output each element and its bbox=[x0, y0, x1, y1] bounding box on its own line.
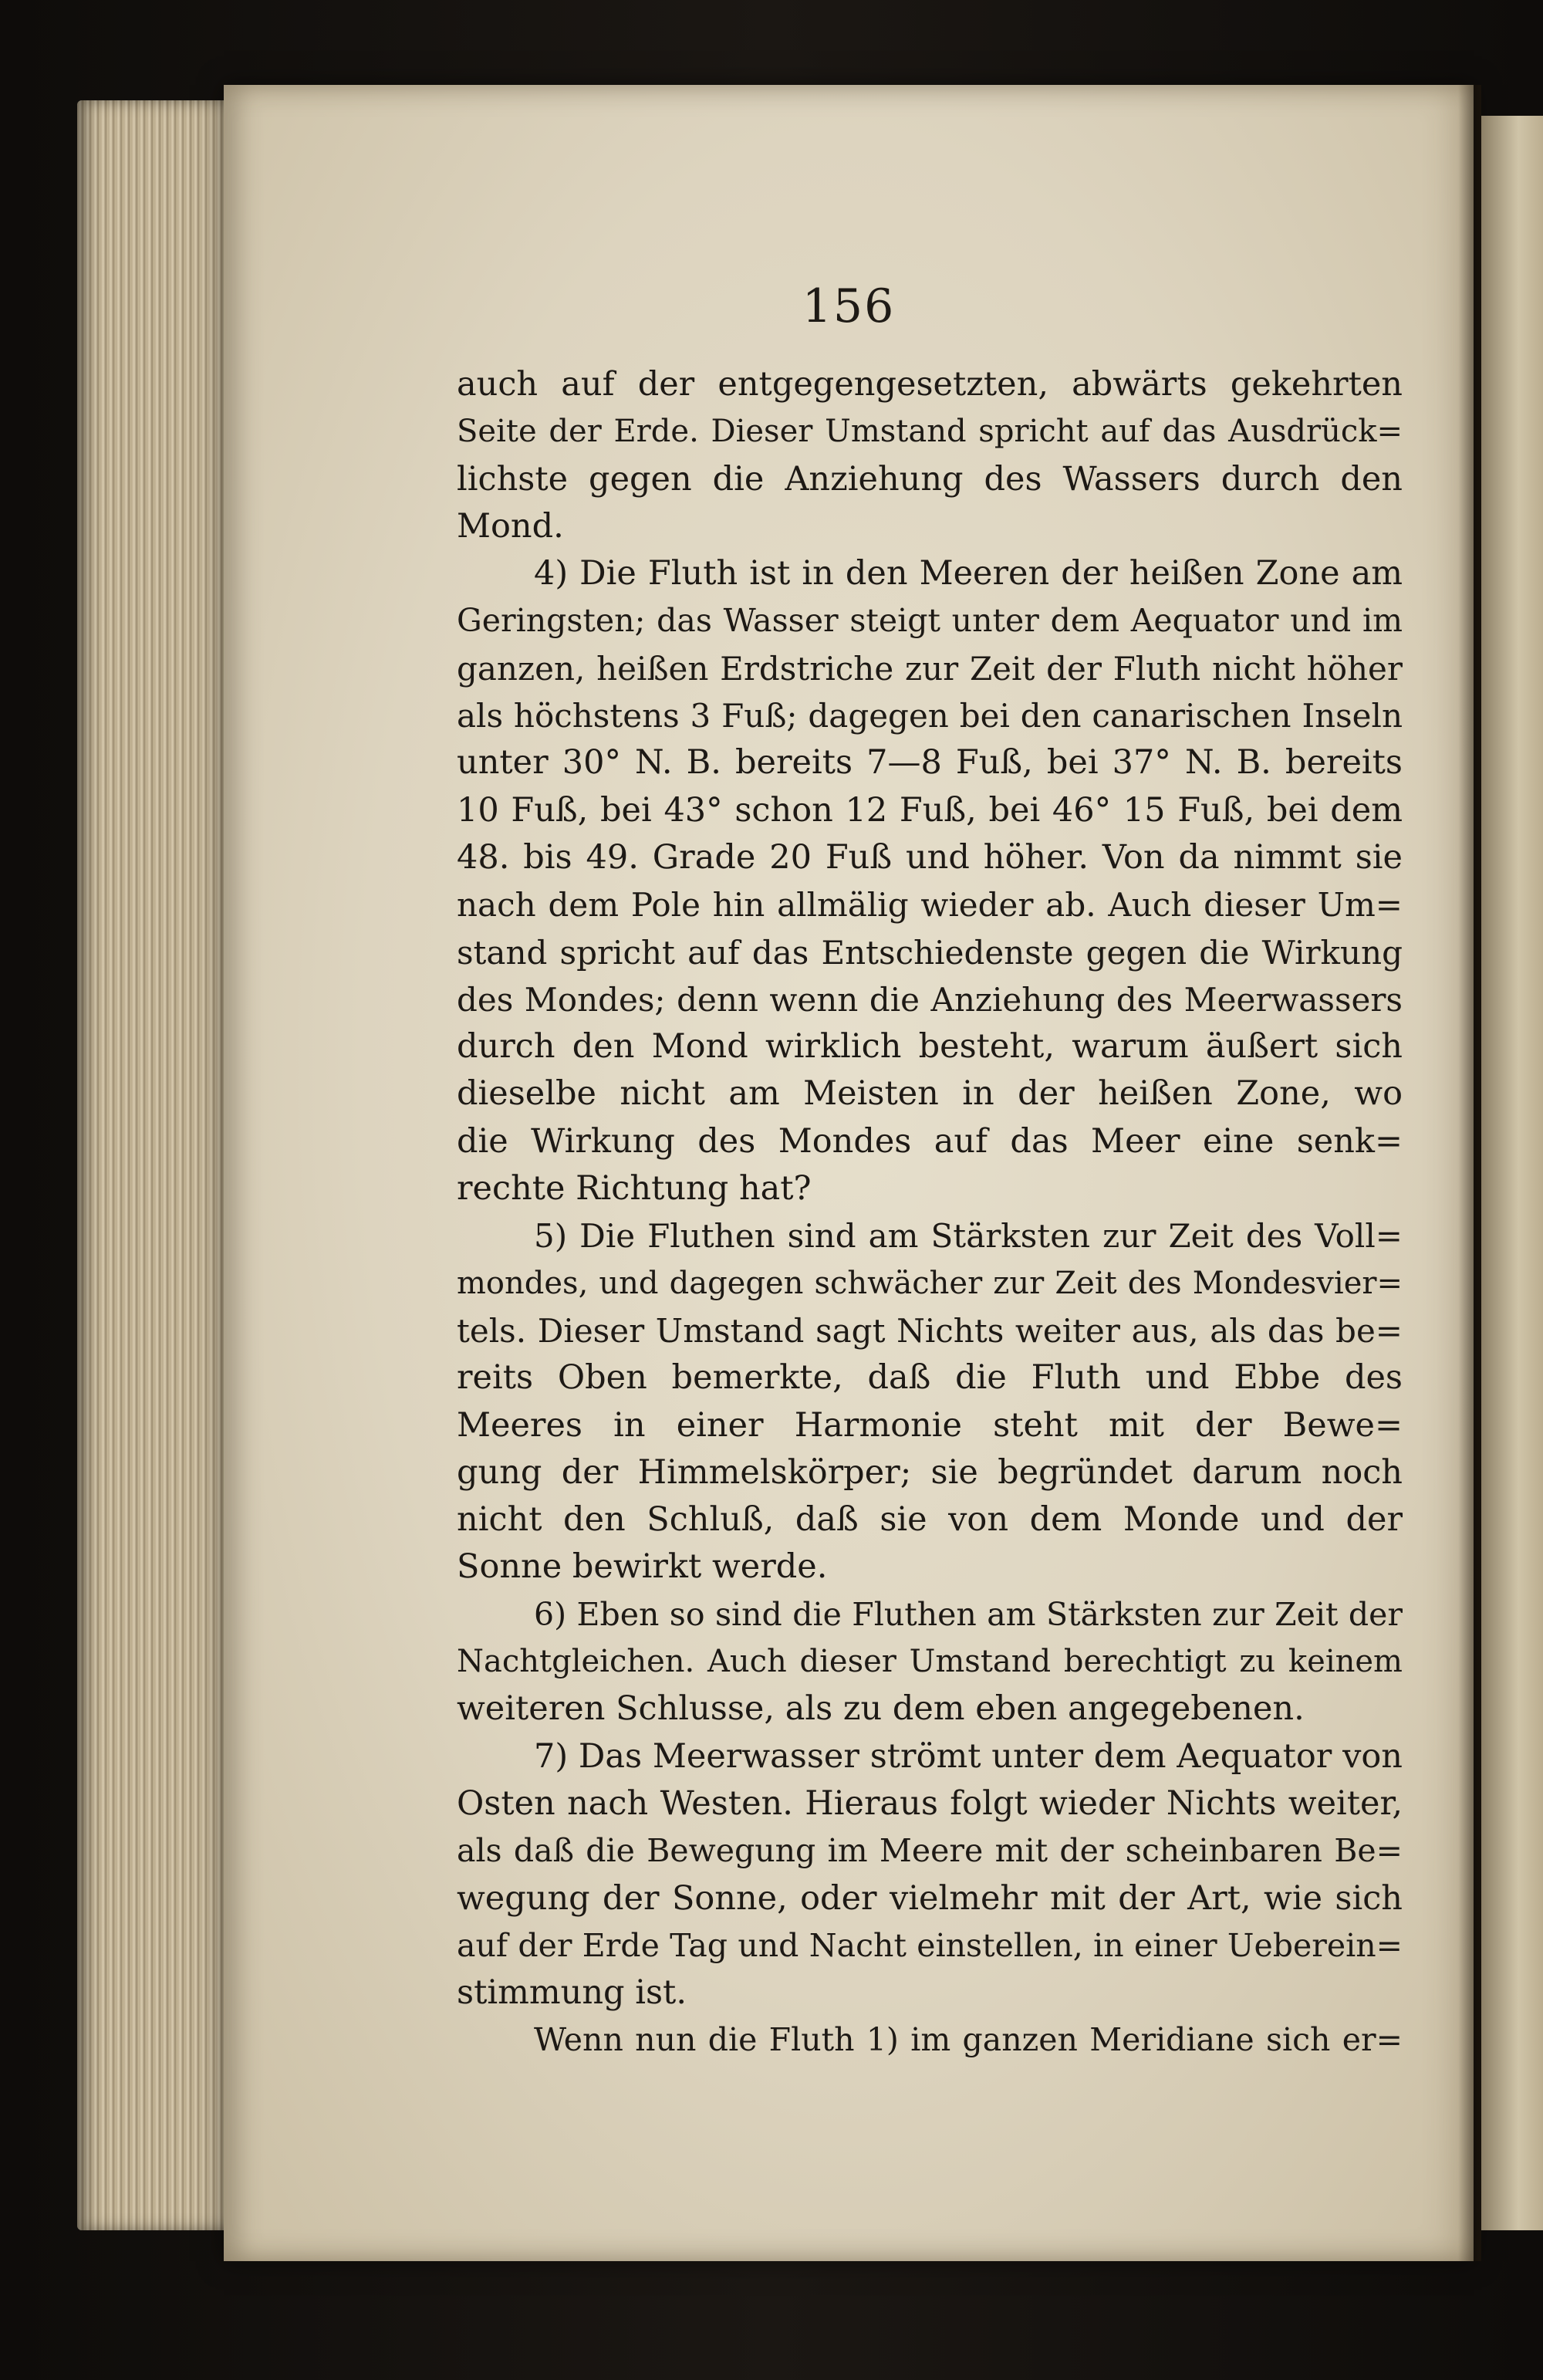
text-line: rechte Richtung hat? bbox=[457, 1169, 812, 1209]
text-line: als höchstens 3 Fuß; dagegen bei den canarischen Inseln bbox=[457, 697, 1403, 735]
text-line: reits Oben bemerkte, daß die Fluth und Ebbe des bbox=[457, 1358, 1403, 1398]
page-number: 156 bbox=[802, 279, 896, 333]
text-line: Seite der Erde. Dieser Umstand spricht auf das Ausdrück= bbox=[457, 414, 1403, 450]
facing-page-edge bbox=[1481, 116, 1543, 2230]
text-line: nach dem Pole hin allmälig wieder ab. Auch dieser Um= bbox=[457, 886, 1403, 925]
text-line: Geringsten; das Wasser steigt unter dem Aequator und im bbox=[457, 602, 1403, 640]
text-line: 7) Das Meerwasser strömt unter dem Aequator von bbox=[534, 1736, 1403, 1776]
text-line: auch auf der entgegengesetzten, abwärts gekehrten bbox=[457, 365, 1403, 404]
text-line: mondes, und dagegen schwächer zur Zeit des Mondesvier= bbox=[457, 1265, 1403, 1301]
text-line: 4) Die Fluth ist in den Meeren der heißen Zone am bbox=[534, 554, 1403, 593]
text-line: Wenn nun die Fluth 1) im ganzen Meridiane sich er= bbox=[534, 2021, 1403, 2059]
text-line: dieselbe nicht am Meisten in der heißen Zone, wo bbox=[457, 1074, 1403, 1114]
text-line: lichste gegen die Anziehung des Wassers durch den bbox=[457, 459, 1403, 499]
text-line: 5) Die Fluthen sind am Stärksten zur Zeit des Voll= bbox=[534, 1217, 1403, 1256]
text-line: 48. bis 49. Grade 20 Fuß und höher. Von da nimmt sie bbox=[457, 837, 1403, 877]
text-line: auf der Erde Tag und Nacht einstellen, in einer Ueberein= bbox=[457, 1926, 1403, 1964]
text-line: weiteren Schlusse, als zu dem eben angegebenen. bbox=[457, 1689, 1305, 1729]
text-line: Mond. bbox=[457, 506, 564, 546]
text-line: Sonne bewirkt werde. bbox=[457, 1547, 828, 1587]
text-line: 10 Fuß, bei 43° schon 12 Fuß, bei 46° 15 Fuß, bei dem bbox=[457, 790, 1403, 830]
text-body bbox=[457, 361, 1403, 2064]
gutter-shadow bbox=[1458, 85, 1481, 2261]
text-line: stand spricht auf das Entschiedenste gegen die Wirkung bbox=[457, 933, 1403, 972]
text-line: die Wirkung des Mondes auf das Meer eine senk= bbox=[457, 1121, 1403, 1161]
text-line: stimmung ist. bbox=[457, 1973, 687, 2013]
text-line: tels. Dieser Umstand sagt Nichts weiter aus, als das be= bbox=[457, 1311, 1403, 1350]
text-line: des Mondes; denn wenn die Anziehung des Meerwassers bbox=[457, 980, 1403, 1019]
text-line: durch den Mond wirklich besteht, warum äußert sich bbox=[457, 1027, 1403, 1067]
text-line: nicht den Schluß, daß sie von dem Monde und der bbox=[457, 1500, 1403, 1540]
text-line: gung der Himmelskörper; sie begründet darum noch bbox=[457, 1452, 1403, 1492]
text-line: wegung der Sonne, oder vielmehr mit der Art, wie sich bbox=[457, 1878, 1403, 1918]
text-line: Osten nach Westen. Hieraus folgt wieder Nichts weiter, bbox=[457, 1783, 1403, 1823]
text-line: als daß die Bewegung im Meere mit der scheinbaren Be= bbox=[457, 1832, 1403, 1870]
text-line: Nachtgleichen. Auch dieser Umstand berechtigt zu keinem bbox=[457, 1644, 1403, 1680]
text-line: 6) Eben so sind die Fluthen am Stärksten zur Zeit der bbox=[534, 1595, 1403, 1633]
text-line: Meeres in einer Harmonie steht mit der Bewe= bbox=[457, 1405, 1403, 1445]
text-line: ganzen, heißen Erdstriche zur Zeit der Fluth nicht höher bbox=[457, 649, 1403, 688]
text-line: unter 30° N. B. bereits 7—8 Fuß, bei 37° N. B. bereits bbox=[457, 743, 1403, 783]
